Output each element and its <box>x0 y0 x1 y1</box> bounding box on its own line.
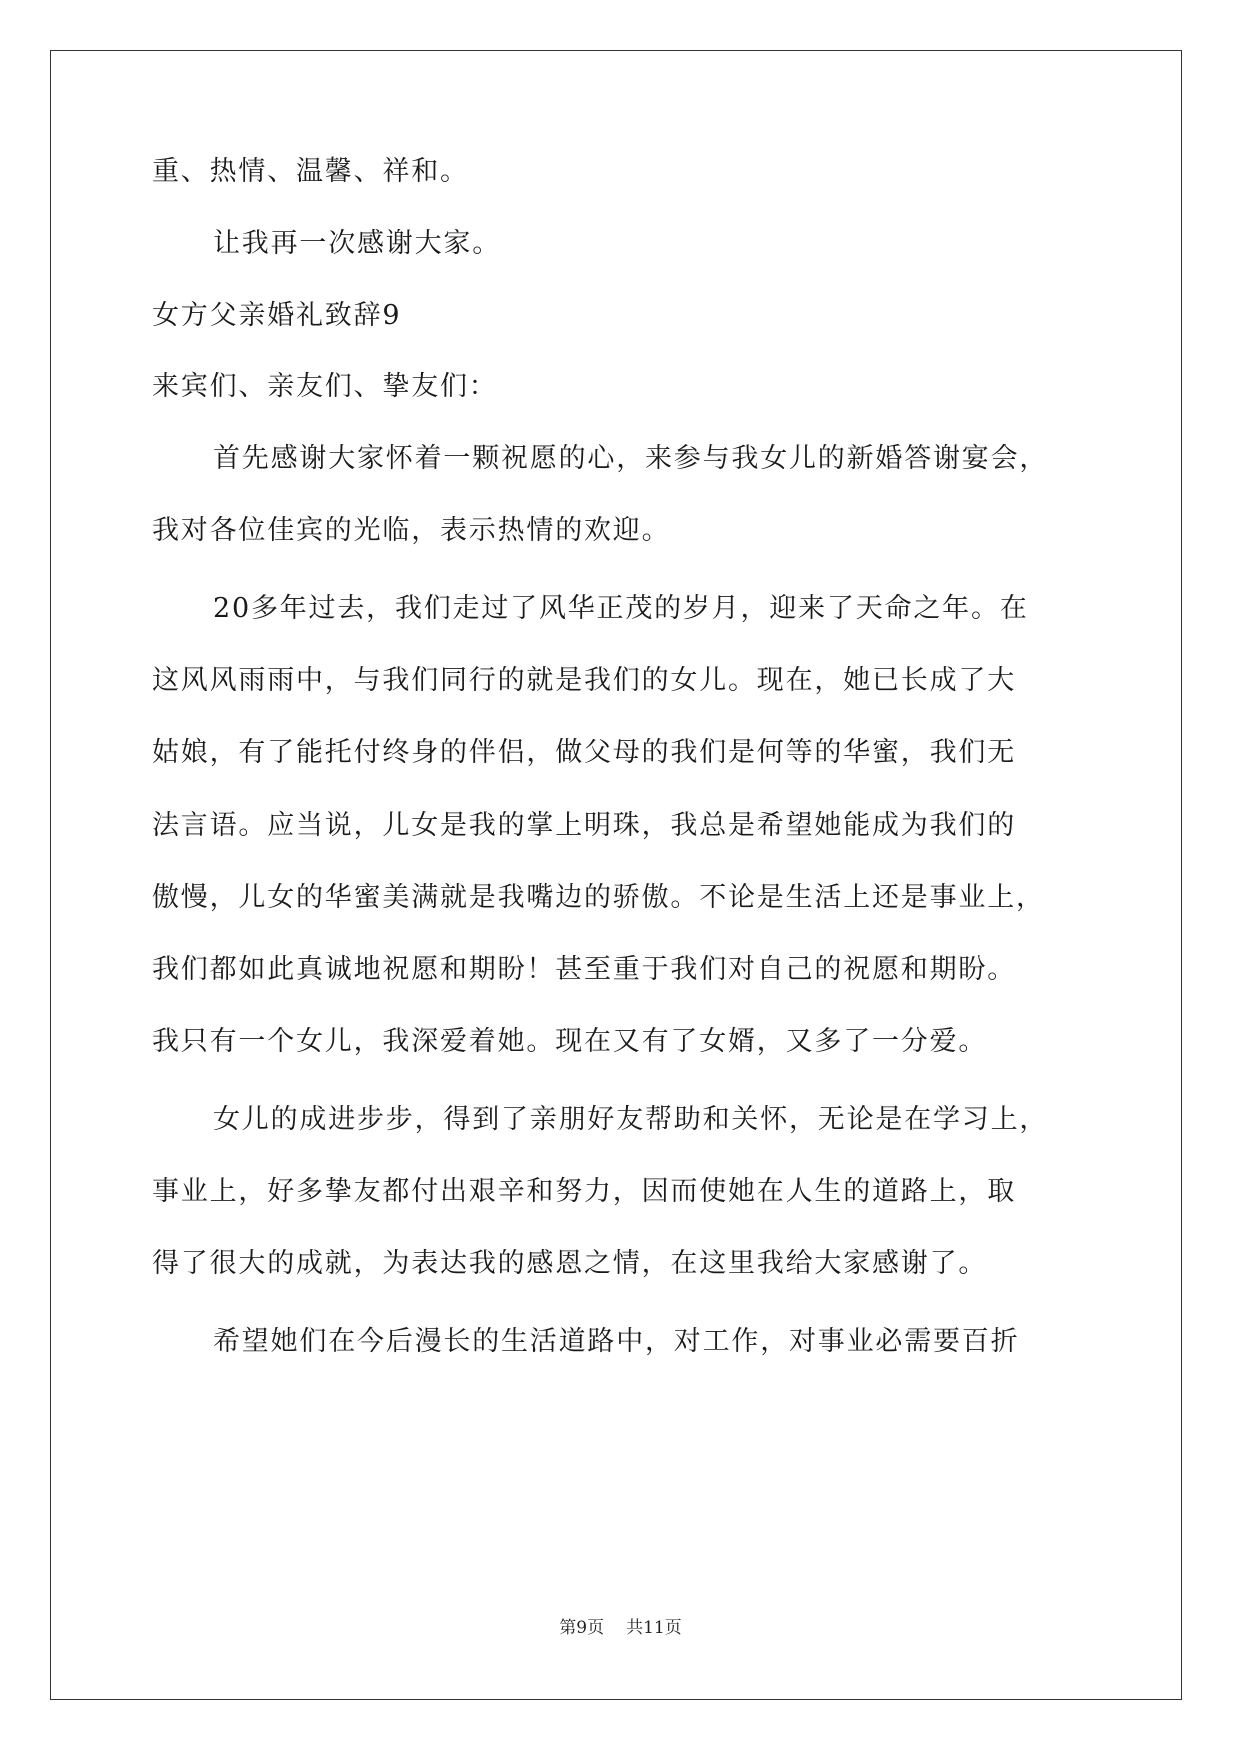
page-footer <box>0 1616 1241 1640</box>
text-line-6: 我对各位佳宾的光临，表示热情的欢迎。 <box>152 515 671 546</box>
text-line-8: 这风风雨雨中，与我们同行的就是我们的女儿。现在，她已长成了大 <box>152 665 1016 696</box>
page-number: 第9页 <box>559 1618 605 1638</box>
page-total: 共11页 <box>626 1618 682 1638</box>
text-line-1: 重、热情、温馨、祥和。 <box>152 156 469 187</box>
text-line-16: 得了很大的成就，为表达我的感恩之情，在这里我给大家感谢了。 <box>152 1248 988 1279</box>
text-line-12: 我们都如此真诚地祝愿和期盼！甚至重于我们对自己的祝愿和期盼。 <box>152 954 1016 985</box>
text-line-5: 首先感谢大家怀着一颗祝愿的心，来参与我女儿的新婚答谢宴会， <box>213 443 1049 474</box>
section-heading: 女方父亲婚礼致辞9 <box>152 300 402 331</box>
text-line-11: 傲慢，儿女的华蜜美满就是我嘴边的骄傲。不论是生活上还是事业上， <box>152 882 1045 913</box>
text-line-17: 希望她们在今后漫长的生活道路中，对工作，对事业必需要百折 <box>213 1326 1020 1357</box>
text-line-10: 法言语。应当说，儿女是我的掌上明珠，我总是希望她能成为我们的 <box>152 810 1016 841</box>
text-line-15: 事业上，好多挚友都付出艰辛和努力，因而使她在人生的道路上，取 <box>152 1176 1016 1207</box>
text-line-14: 女儿的成进步步，得到了亲朋好友帮助和关怀，无论是在学习上， <box>213 1104 1049 1135</box>
salutation: 来宾们、亲友们、挚友们： <box>152 371 498 402</box>
text-line-2: 让我再一次感谢大家。 <box>213 228 501 259</box>
text-line-13: 我只有一个女儿，我深爱着她。现在又有了女婿，又多了一分爱。 <box>152 1026 988 1057</box>
text-line-9: 姑娘，有了能托付终身的伴侣，做父母的我们是何等的华蜜，我们无 <box>152 737 1016 768</box>
text-line-7: 20多年过去，我们走过了风华正茂的岁月，迎来了天命之年。在 <box>213 593 1029 624</box>
